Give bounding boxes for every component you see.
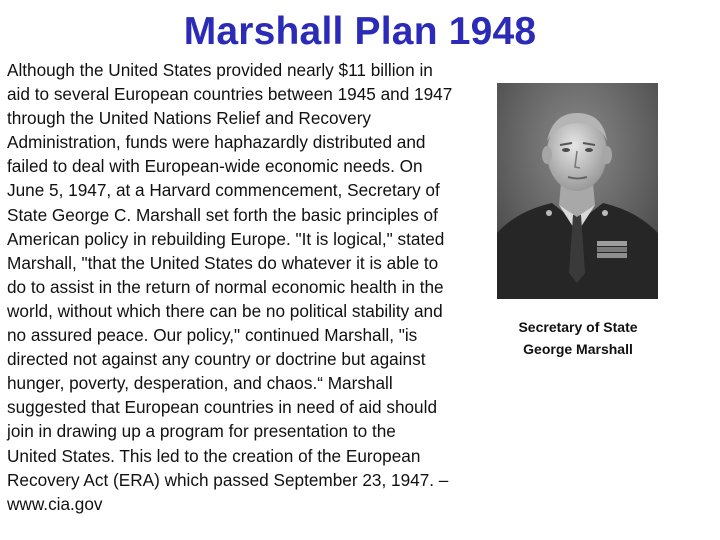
- photo-caption: [500, 316, 656, 360]
- portrait-photo: [497, 83, 658, 299]
- caption-text: Secretary of State George Marshall: [518, 319, 638, 357]
- slide-title: Marshall Plan 1948: [183, 10, 537, 53]
- portrait-image: [497, 83, 658, 299]
- body-paragraph: Although the United States provided nearly $11 billion in aid to several European countries between 1945 and 1947 through the United Nations Relief and Recovery Administration, funds were haphazardly distributed and failed to deal with European-wide economic needs. On June 5, 1947, at a Harvard commencement, Secretary of State George C. Marshall set forth the basic principles of American policy in rebuilding Europe. "It is logical," stated Marshall, "that the United States do whatever it is able to do to assist in the return of normal economic health in the world, without which there can be no political stability and no assured peace. Our policy," continued Marshall, "is directed not against any country or doctrine but against hunger, poverty, desperation, and chaos.“ Marshall suggested that European countries in need of aid should join in drawing up a program for presentation to the United States. This led to the creation of the European Recovery Act (ERA) which passed September 23, 1947. – www.cia.gov: [7, 60, 453, 514]
